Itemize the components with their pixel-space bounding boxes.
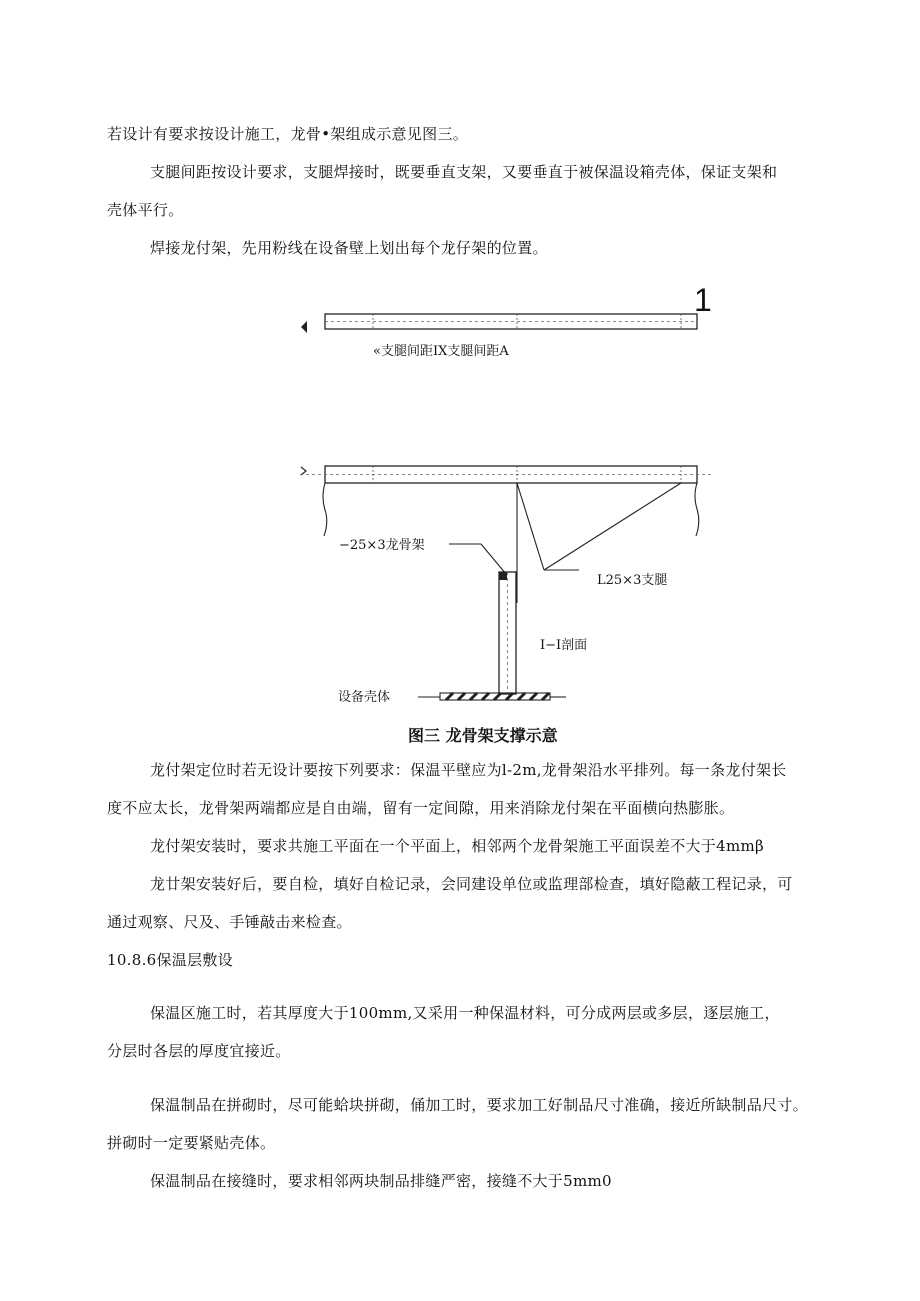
paragraph-9: 保温制品在接缝时，要求相邻两块制品排缝严密，接缝不大于5mm0: [150, 1172, 612, 1190]
plan-view: [301, 282, 712, 359]
paragraph-2-line-2: 壳体平行。: [107, 201, 184, 219]
section-label: I−I剖面: [540, 638, 588, 653]
section-view: [300, 466, 712, 745]
leg-label: L25×3支腿: [597, 573, 668, 588]
paragraph-8-line-1: 保温制品在拼砌时，尽可能蛤块拼砌，俑加工时，要求加工好制品尺寸准确，接近所缺制品尺寸。: [150, 1096, 808, 1114]
paragraph-6-line-2: 通过观察、尺及、手锤敲击来检查。: [107, 913, 352, 931]
paragraph-7-line-1: 保温区施工时，若其厚度大于100mm,又采用一种保温材料，可分成两层或多层，逐层施工，: [150, 1004, 780, 1022]
plan-label: «支腿间距IX支腿间距A: [373, 344, 509, 359]
paragraph-3: 焊接龙付架，先用粉线在设备壁上划出每个龙仔架的位置。: [150, 239, 548, 257]
keel-label: −25×3龙骨架: [339, 538, 425, 553]
shell-label: 设备壳体: [338, 690, 391, 705]
section-heading: 10.8.6保温层敷设: [107, 951, 234, 969]
figure-caption: 图三 龙骨架支撑示意: [408, 726, 558, 745]
plan-marker: 1: [694, 282, 712, 318]
paragraph-4-line-2: 度不应太长，龙骨架两端都应是自由端，留有一定间隙，用来消除龙付架在平面横向热膨胀。: [107, 799, 735, 817]
paragraph-8-line-2: 拼砌时一定要紧贴壳体。: [107, 1134, 276, 1152]
paragraph-1: 若设计有要求按设计施工，龙骨•架组成示意见图三。: [107, 125, 469, 143]
paragraph-7-line-2: 分层时各层的厚度宜接近。: [107, 1042, 291, 1060]
paragraph-5: 龙付架安装时，要求共施工平面在一个平面上，相邻两个龙骨架施工平面误差不大于4mmβ: [150, 837, 764, 855]
paragraph-2-line-1: 支腿间距按设计要求，支腿焊接时，既要垂直支架，又要垂直于被保温设箱壳体，保证支架和: [150, 163, 778, 181]
paragraph-4-line-1: 龙付架定位时若无设计要按下列要求：保温平壁应为l-2m,龙骨架沿水平排列。每一条龙付架长: [150, 761, 787, 779]
paragraph-6-line-1: 龙廿架安装好后，要自检，填好自检记录，会同建设单位或监理部检查，填好隐蔽工程记录，可: [150, 875, 793, 893]
